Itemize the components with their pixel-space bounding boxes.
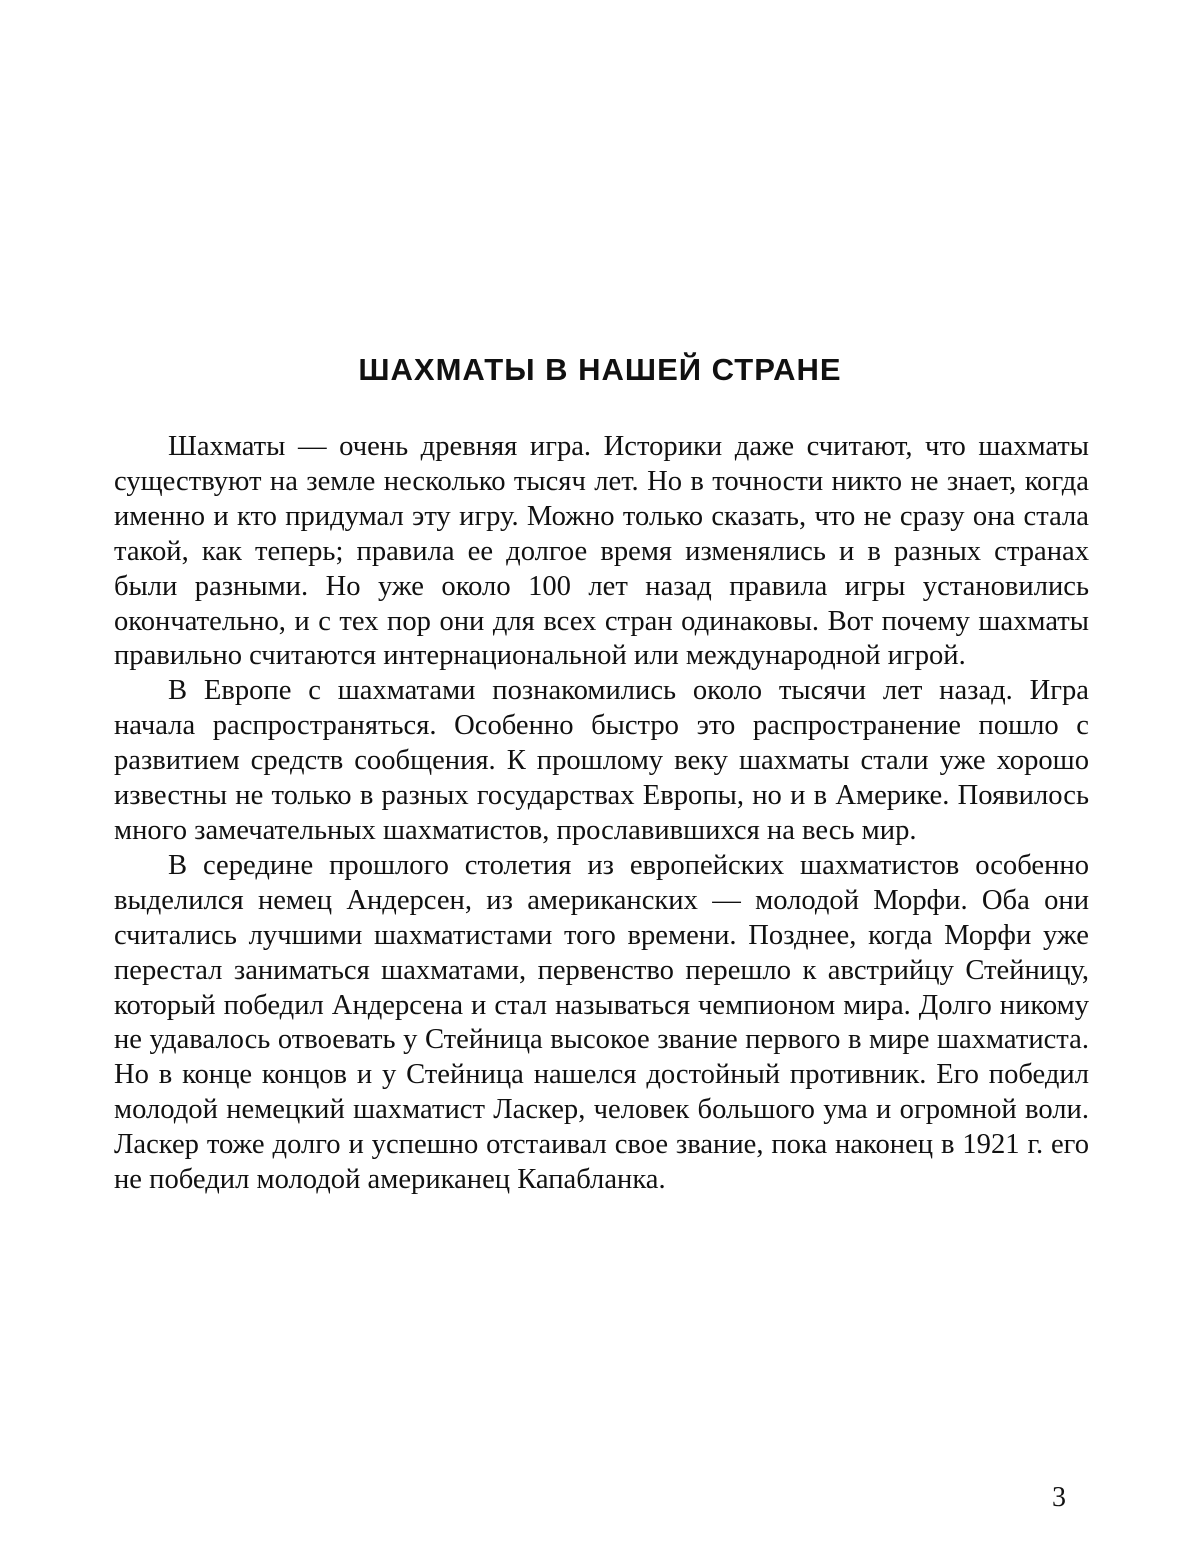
paragraph-3: В середине прошлого столетия из европейских шахматистов особенно выделился немец Андерсен, из американских — молодой Морфи. Оба они считались лучшими шахматистами того времени. Позднее, когда Морфи уже перестал заниматься шахматами, первенство перешло к австрийцу Стейницу, который победил Андерсена и стал называться чемпионом мира. Долго никому не удавалось отвоевать у Стейница высокое звание первого в мире шахматиста. Но в конце концов и у Стейница нашелся достойный противник. Его победил молодой немецкий шахматист Ласкер, человек большого ума и огромной воли. Ласкер тоже долго и успешно отстаивал свое звание, пока наконец в 1921 г. его не победил молодой американец Капабланка. (114, 849, 1089, 1196)
page-number: 3 (1052, 1482, 1066, 1513)
chapter-title: ШАХМАТЫ В НАШЕЙ СТРАНЕ (358, 352, 842, 387)
paragraph-1: Шахматы — очень древняя игра. Историки даже считают, что шахматы существуют на земле несколько тысяч лет. Но в точности никто не знает, когда именно и кто придумал эту игру. Можно только сказать, что не сразу она стала такой, как теперь; правила ее долгое время изменялись и в разных странах были разными. Но уже около 100 лет назад правила игры установились окончательно, и с тех пор они для всех стран одинаковы. Вот почему шахматы правильно считаются интернациональной или международной игрой. (114, 431, 1089, 672)
paragraph-2: В Европе с шахматами познакомились около тысячи лет назад. Игра начала распространяться. Особенно быстро это распространение пошло с развитием средств сообщения. К прошлому веку шахматы стали уже хорошо известны не только в разных государствах Европы, но и в Америке. Появилось много замечательных шахматистов, прославившихся на весь мир. (114, 675, 1089, 846)
chapter-body (114, 430, 1089, 1198)
